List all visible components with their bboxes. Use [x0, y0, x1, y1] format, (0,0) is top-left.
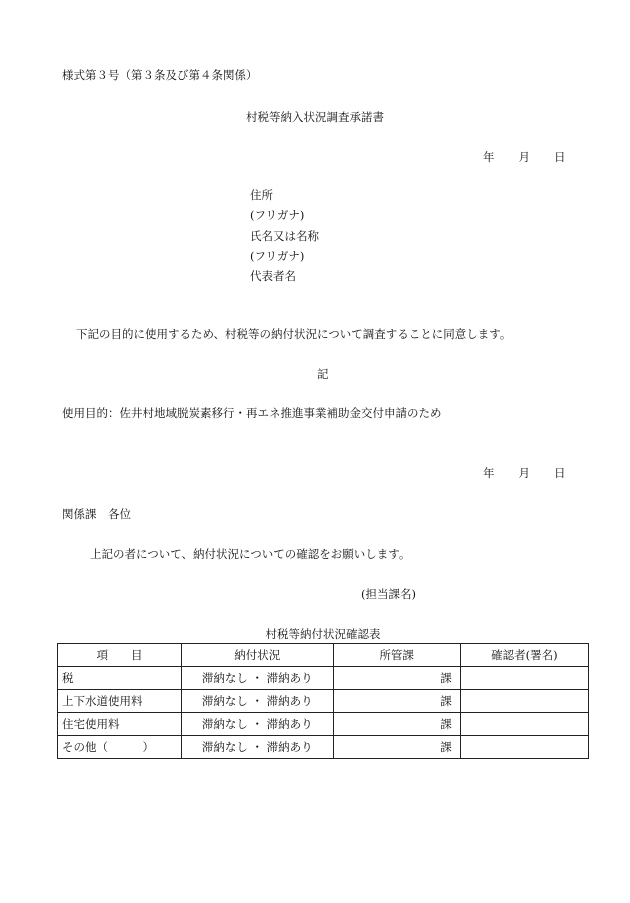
row-confirmer[interactable] — [460, 736, 588, 759]
consent-text: 下記の目的に使用するため、村税等の納付状況について調査することに同意します。 — [76, 327, 512, 341]
date-month: 月 — [518, 466, 530, 480]
table-row — [58, 713, 589, 736]
status-table — [57, 643, 589, 759]
row-status: 滞納なし ・ 滞納あり — [181, 667, 333, 690]
date-year: 年 — [483, 466, 495, 480]
row-confirmer[interactable] — [460, 713, 588, 736]
date-bottom — [483, 465, 566, 481]
addressee: 関係課 各位 — [62, 507, 131, 521]
header-section: 所管課 — [333, 644, 460, 667]
row-item: その他（ ） — [58, 736, 182, 759]
table-title: 村税等納付状況確認表 — [265, 627, 381, 641]
name-label: 氏名又は名称 — [250, 228, 319, 243]
date-year: 年 — [483, 150, 495, 164]
request-text: 上記の者について、納付状況についての確認をお願いします。 — [90, 547, 411, 561]
table-row — [58, 690, 589, 713]
row-section: 課 — [333, 713, 460, 736]
furigana-label: (フリガナ) — [250, 248, 305, 263]
row-section: 課 — [333, 736, 460, 759]
row-status: 滞納なし ・ 滞納あり — [181, 736, 333, 759]
table-row — [58, 736, 589, 759]
header-confirmer: 確認者(署名) — [460, 644, 588, 667]
row-section: 課 — [333, 667, 460, 690]
ki-label: 記 — [317, 367, 329, 381]
tantou-label: (担当課名) — [361, 587, 416, 601]
table-header-row — [58, 644, 589, 667]
address-label: 住所 — [250, 188, 273, 202]
date-top — [483, 149, 566, 165]
document-title: 村税等納入状況調査承諾書 — [246, 110, 384, 124]
row-status: 滞納なし ・ 滞納あり — [181, 690, 333, 713]
row-confirmer[interactable] — [460, 690, 588, 713]
table-row — [58, 667, 589, 690]
header-item: 項 目 — [58, 644, 182, 667]
purpose-text: 使用目的：佐井村地域脱炭素移行・再エネ推進事業補助金交付申請のため — [62, 406, 442, 420]
representative-label: 代表者名 — [250, 269, 296, 284]
row-section: 課 — [333, 690, 460, 713]
date-day: 日 — [554, 150, 566, 164]
row-item: 上下水道使用料 — [58, 690, 182, 713]
furigana-label: (フリガナ) — [250, 208, 305, 223]
row-item: 住宅使用料 — [58, 713, 182, 736]
header-status: 納付状況 — [181, 644, 333, 667]
applicant-fields — [250, 185, 319, 286]
row-status: 滞納なし ・ 滞納あり — [181, 713, 333, 736]
row-item: 税 — [58, 667, 182, 690]
row-confirmer[interactable] — [460, 667, 588, 690]
form-number: 様式第３号（第３条及び第４条関係） — [62, 68, 258, 82]
date-month: 月 — [518, 150, 530, 164]
date-day: 日 — [554, 466, 566, 480]
